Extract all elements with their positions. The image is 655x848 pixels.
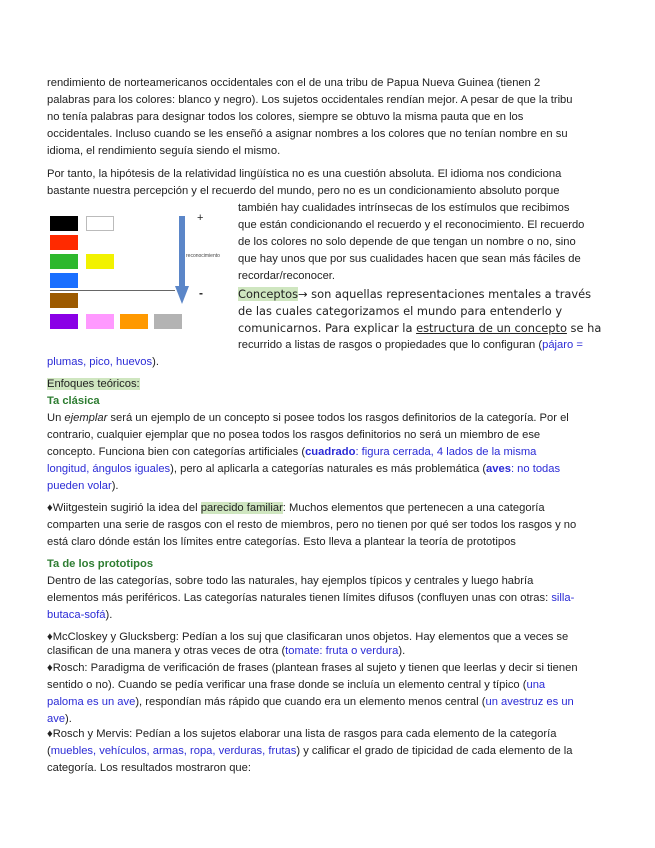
color-swatch-orange	[120, 314, 148, 329]
text-line: ♦McCloskey y Glucksberg: Pedían a los suj que clasificaran unos objetos. Hay elementos que a veces se	[47, 631, 569, 643]
text-line: está claro dónde están los límites entre categorías. Esto lleva a plantear la teoría de prototipos	[47, 536, 516, 548]
text-line: ♦Rosch y Mervis: Pedían a los sujetos elaborar una lista de rasgos para cada elemento de la categoría	[47, 728, 557, 740]
text-line: Un ejemplar será un ejemplo de un concepto si posee todos los rasgos definitorios de la categoría. Por el	[47, 412, 569, 424]
text-line: que hay unos que por sus cualidades hacen que sean más fáciles de	[238, 253, 581, 265]
color-swatch-black	[50, 216, 78, 231]
color-swatch-blue	[50, 273, 78, 288]
text-line: paloma es un ave), respondían más rápido que cuando era un elemento menos central (un avestruz es un	[47, 696, 574, 708]
color-swatch-red	[50, 235, 78, 250]
text-line: elementos más periféricos. Las categorías naturales tienen límites difusos (confluyen unas con otras: silla-	[47, 592, 575, 604]
text-line: ave).	[47, 713, 72, 725]
arrow-head	[175, 286, 189, 304]
text-line: Conceptos→ son aquellas representaciones mentales a través	[238, 287, 592, 301]
color-swatch-pink	[86, 314, 114, 329]
text-line: Por tanto, la hipótesis de la relatividad lingüística no es una cuestión absoluta. El idioma nos condiciona	[47, 168, 562, 180]
plus-sign: +	[197, 212, 204, 224]
text-line: clasifican de una manera y otras veces de otra (tomate: fruta o verdura).	[47, 645, 406, 657]
text-line: bastante nuestra percepción y el recuerdo del mundo, pero no es un condicionamiento absoluto porque	[47, 185, 560, 197]
text-line: no tenía palabras para designar todos los colores, siempre se obtuvo la misma pauta que en los	[47, 111, 524, 123]
color-swatch-white	[86, 216, 114, 231]
text-line: occidentales. Incluso cuando se les enseñó a asignar nombres a los colores que no tenían nombre en su	[47, 128, 568, 140]
color-swatch-brown	[50, 293, 78, 308]
section-heading: Ta de los prototipos	[47, 558, 154, 570]
text-line: palabras para los colores: blanco y negro). Los sujetos occidentales rendían mejor. A pesar de que la tribu	[47, 94, 573, 106]
text-line: comparten una serie de rasgos con el resto de miembros, pero no tienen por qué ser todos los rasgos y no	[47, 519, 577, 531]
text-line: también hay cualidades intrínsecas de los estímulos que recibimos	[238, 202, 570, 214]
color-swatch-green	[50, 254, 78, 269]
text-line: recordar/reconocer.	[238, 270, 336, 282]
minus-sign: -	[199, 286, 203, 300]
estructura-concepto: estructura de un concepto	[416, 321, 567, 335]
text-line: longitud, ángulos iguales), pero al aplicarla a categorías naturales es más problemática (aves: no todas	[47, 463, 561, 475]
text-line: contrario, cualquier ejemplar que no posea todos los rasgos definitorios no será un miembro de ese	[47, 429, 541, 441]
down-arrow-icon	[172, 214, 192, 308]
conceptos-term: Conceptos	[238, 287, 299, 301]
text-line: ♦Wiitgestein sugirió la idea del parecido familiar: Muchos elementos que pertenecen a una categoría	[47, 502, 545, 514]
arrow-shaft	[179, 216, 185, 288]
color-swatch-yellow	[86, 254, 114, 269]
color-swatch-gray	[154, 314, 182, 329]
section-title: Enfoques teóricos:	[47, 378, 140, 390]
text-line: idioma, el rendimiento seguía siendo el mismo.	[47, 145, 281, 157]
color-swatch-purple	[50, 314, 78, 329]
text-line: categoría. Los resultados mostraron que:	[47, 762, 251, 774]
text-line: rendimiento de norteamericanos occidentales con el de una tribu de Papua Nueva Guinea (tienen 2	[47, 77, 541, 89]
text-line: (muebles, vehículos, armas, ropa, verduras, frutas) y calificar el grado de tipicidad de cada elemento de la	[47, 745, 573, 757]
text-line: sentido o no). Cuando se pedía verificar una frase donde se incluía un elemento central y típico (una	[47, 679, 546, 691]
arrow-label: reconocimiento	[186, 253, 220, 259]
arrow-icon: →	[298, 287, 308, 301]
text-line: comunicarnos. Para explicar la estructura de un concepto se ha	[238, 321, 602, 335]
parecido-familiar-term: parecido familiar	[200, 502, 283, 514]
text-line: pueden volar).	[47, 480, 119, 492]
text-line: concepto. Funciona bien con categorías artificiales (cuadrado: figura cerrada, 4 lados de la misma	[47, 446, 537, 458]
text-line: de los colores no solo depende de que tengan un nombre o no, sino	[238, 236, 576, 248]
text-line: butaca-sofá).	[47, 609, 113, 621]
text-line: que están condicionando el recuerdo y el reconocimiento. El recuerdo	[238, 219, 585, 231]
text-line: de las cuales categorizamos el mundo para entenderlo y	[238, 304, 563, 318]
figure-divider	[50, 290, 175, 291]
text-line: recurrido a listas de rasgos o propiedades que lo configuran (pájaro =	[238, 339, 583, 351]
text-line: Dentro de las categorías, sobre todo las naturales, hay ejemplos típicos y centrales y luego habría	[47, 575, 534, 587]
text-line: plumas, pico, huevos).	[47, 356, 159, 368]
text-line: ♦Rosch: Paradigma de verificación de frases (plantean frases al sujeto y tienen que leerlas y decir si tienen	[47, 662, 578, 674]
section-heading: Ta clásica	[47, 395, 100, 407]
